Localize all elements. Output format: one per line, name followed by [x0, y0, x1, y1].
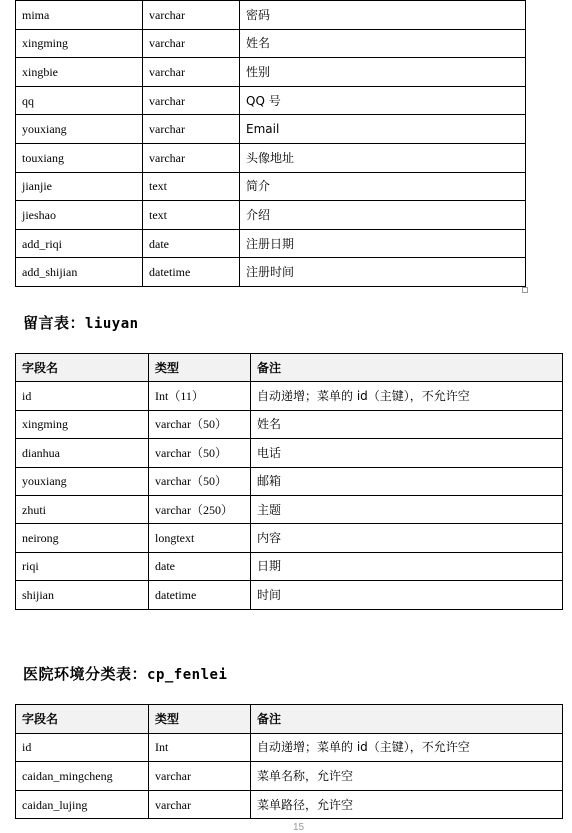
table-row: [16, 382, 563, 410]
table-row: [16, 58, 526, 87]
field-remark-cell: 注册日期: [240, 229, 526, 258]
header-field-name: 字段名: [16, 354, 149, 382]
field-name-cell: xingbie: [16, 58, 143, 87]
field-type-cell: varchar: [143, 115, 240, 144]
field-remark-cell: 时间: [251, 581, 563, 609]
table-header-row: [16, 705, 563, 734]
field-name-cell: caidan_lujing: [16, 790, 149, 819]
header-type: 类型: [149, 354, 251, 382]
table-row: [16, 1, 526, 30]
field-remark-cell: 菜单名称，允许空: [251, 762, 563, 791]
header-field-name: 字段名: [16, 705, 149, 734]
table-row: [16, 439, 563, 467]
field-remark-cell: 注册时间: [240, 258, 526, 287]
field-name-cell: jieshao: [16, 201, 143, 230]
field-type-cell: varchar: [143, 58, 240, 87]
field-name-cell: qq: [16, 86, 143, 115]
field-type-cell: varchar: [149, 790, 251, 819]
field-remark-cell: QQ 号: [240, 86, 526, 115]
table-row: [16, 762, 563, 791]
field-name-cell: jianjie: [16, 172, 143, 201]
table-row: [16, 29, 526, 58]
field-type-cell: varchar（50）: [149, 410, 251, 438]
section-table-name: cp_fenlei: [147, 667, 228, 683]
table-row: [16, 495, 563, 523]
field-remark-cell: 菜单路径，允许空: [251, 790, 563, 819]
table-row: [16, 467, 563, 495]
section-heading-liuyan: [23, 312, 139, 333]
field-name-cell: neirong: [16, 524, 149, 552]
page-number: 15: [292, 822, 305, 833]
field-type-cell: date: [149, 552, 251, 580]
table-cp-fenlei: [15, 704, 563, 819]
field-name-cell: riqi: [16, 552, 149, 580]
field-remark-cell: 姓名: [251, 410, 563, 438]
field-remark-cell: Email: [240, 115, 526, 144]
field-remark-cell: 介绍: [240, 201, 526, 230]
header-remark: 备注: [251, 354, 563, 382]
field-type-cell: varchar: [149, 762, 251, 791]
table-row: [16, 733, 563, 762]
field-type-cell: datetime: [143, 258, 240, 287]
field-type-cell: varchar（250）: [149, 495, 251, 523]
field-remark-cell: 性别: [240, 58, 526, 87]
field-name-cell: youxiang: [16, 115, 143, 144]
field-name-cell: add_shijian: [16, 258, 143, 287]
field-remark-cell: 电话: [251, 439, 563, 467]
field-remark-cell: 邮箱: [251, 467, 563, 495]
field-name-cell: zhuti: [16, 495, 149, 523]
header-type: 类型: [149, 705, 251, 734]
table-row: [16, 172, 526, 201]
field-type-cell: varchar（50）: [149, 467, 251, 495]
table-header-row: [16, 354, 563, 382]
field-type-cell: varchar（50）: [149, 439, 251, 467]
field-name-cell: add_riqi: [16, 229, 143, 258]
field-name-cell: id: [16, 382, 149, 410]
field-type-cell: date: [143, 229, 240, 258]
field-type-cell: Int: [149, 733, 251, 762]
table-liuyan: [15, 353, 563, 610]
field-remark-cell: 内容: [251, 524, 563, 552]
header-remark: 备注: [251, 705, 563, 734]
field-name-cell: mima: [16, 1, 143, 30]
field-remark-cell: 密码: [240, 1, 526, 30]
field-remark-cell: 简介: [240, 172, 526, 201]
table-user-fields: [15, 0, 526, 287]
field-remark-cell: 自动递增；菜单的 id（主键），不允许空: [251, 733, 563, 762]
field-type-cell: varchar: [143, 1, 240, 30]
table-row: [16, 143, 526, 172]
table-row: [16, 86, 526, 115]
table-row: [16, 201, 526, 230]
field-remark-cell: 日期: [251, 552, 563, 580]
field-type-cell: text: [143, 201, 240, 230]
field-remark-cell: 姓名: [240, 29, 526, 58]
field-name-cell: youxiang: [16, 467, 149, 495]
section-title: 留言表：: [23, 314, 86, 332]
field-name-cell: dianhua: [16, 439, 149, 467]
table-row: [16, 524, 563, 552]
table-resize-handle[interactable]: [522, 287, 528, 293]
table-row: [16, 581, 563, 609]
field-name-cell: xingming: [16, 410, 149, 438]
field-remark-cell: 主题: [251, 495, 563, 523]
field-name-cell: touxiang: [16, 143, 143, 172]
table-row: [16, 115, 526, 144]
field-type-cell: varchar: [143, 86, 240, 115]
field-type-cell: varchar: [143, 29, 240, 58]
field-remark-cell: 自动递增；菜单的 id（主键），不允许空: [251, 382, 563, 410]
field-name-cell: id: [16, 733, 149, 762]
field-type-cell: Int（11）: [149, 382, 251, 410]
section-heading-cp-fenlei: [23, 663, 227, 684]
table-row: [16, 790, 563, 819]
table-row: [16, 552, 563, 580]
field-name-cell: caidan_mingcheng: [16, 762, 149, 791]
table-row: [16, 258, 526, 287]
table-row: [16, 229, 526, 258]
field-type-cell: text: [143, 172, 240, 201]
field-name-cell: xingming: [16, 29, 143, 58]
field-remark-cell: 头像地址: [240, 143, 526, 172]
section-title: 医院环境分类表：: [23, 665, 148, 683]
field-type-cell: longtext: [149, 524, 251, 552]
field-name-cell: shijian: [16, 581, 149, 609]
table-row: [16, 410, 563, 438]
field-type-cell: varchar: [143, 143, 240, 172]
field-type-cell: datetime: [149, 581, 251, 609]
section-table-name: liuyan: [85, 316, 139, 332]
